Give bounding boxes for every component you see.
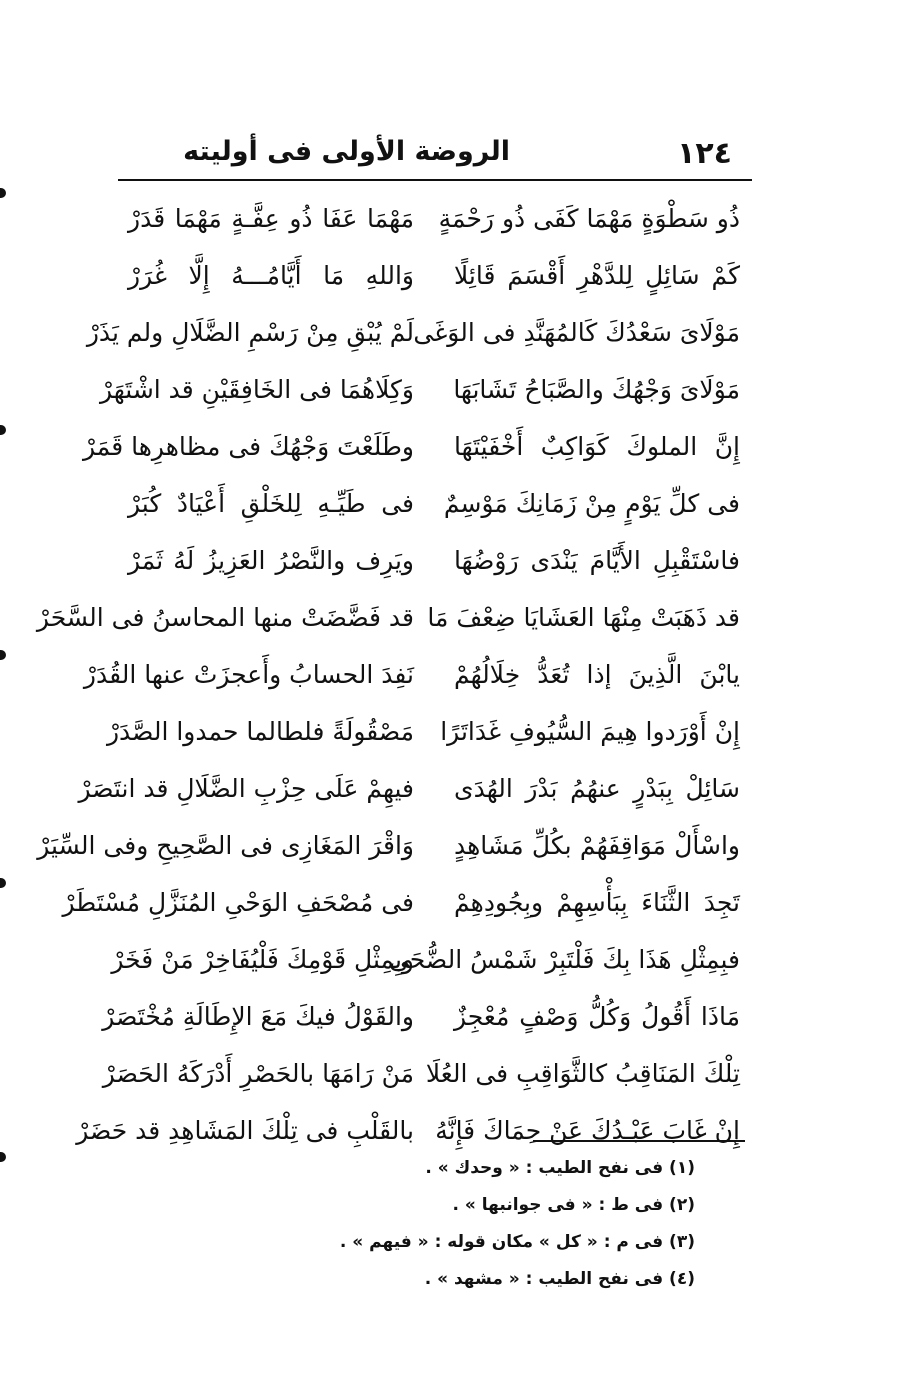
verse-second-hemistich: مَنْ رَامَهَا بالحَصْرِ أَدْرَكَهُ الحَصَرْ bbox=[102, 1059, 414, 1088]
verse-first-hemistich: إِنْ أَوْرَدوا هِيمَ السُّيُوفِ غَدَاتَرًا bbox=[440, 717, 740, 746]
footnotes bbox=[340, 1150, 695, 1298]
verse-second-hemistich: وَاقْرَ المَغَازِى فى الصَّحِيحِ وفى السِّيَرْ bbox=[37, 831, 414, 860]
page-header bbox=[135, 132, 750, 178]
verse-first-hemistich: ذُو سَطْوَةٍ مَهْمَا كَفَى ذُو رَحْمَةٍ bbox=[438, 204, 740, 233]
verse-first-hemistich: فى كلِّ يَوْمٍ مِنْ زَمَانِكَ مَوْسِمٌ bbox=[443, 489, 740, 518]
margin-mark bbox=[0, 188, 6, 198]
poem-body bbox=[36, 190, 740, 1159]
verse-second-hemistich: فى طَيِّـهِ لِلخَلْقِ أَعْيَادٌ كُبَرْ bbox=[128, 489, 414, 518]
footnote: (٢) فى ط : « فى جوانبها » . bbox=[452, 1195, 695, 1215]
verse-first-hemistich: سَائِلْ بِبَدْرٍ عنهُمُ بَدْرَ الهُدَى bbox=[454, 774, 740, 803]
footnote: (٤) فى نفح الطيب : « مشهد » . bbox=[424, 1269, 695, 1289]
verse-second-hemistich: فيهِمْ عَلَى حِزْبِ الضَّلَالِ قد انتَصَرْ bbox=[78, 774, 414, 803]
verse-row bbox=[110, 475, 740, 532]
verse-first-hemistich: مَوْلَاىَ سَعْدُكَ كَالمُهَنَّدِ فى الوَغَى bbox=[413, 318, 740, 347]
verse-first-hemistich: إِنَّ الملوكَ كَوَاكِبٌ أَخْفَيْتَهَا bbox=[454, 432, 740, 461]
footnote-rule bbox=[533, 1140, 745, 1142]
verse-first-hemistich: تَجِدَ الثَّنَاءَ بِبَأْسِهِمْ وبِجُودِهِمْ bbox=[454, 888, 740, 917]
margin-mark bbox=[0, 1152, 6, 1162]
verse-second-hemistich: وَكِلَاهُمَا فى الخَافِقَيْنِ قد اشْتَهَرْ bbox=[99, 375, 414, 404]
verse-first-hemistich: فاسْتَقْبِلِ الأَيَّامَ يَنْدَى رَوْضُهَا bbox=[454, 546, 740, 575]
verse-first-hemistich: إِنْ غَابَ عَبْـدُكَ عَنْ حِمَاكَ فَإِنَّهُ bbox=[435, 1116, 740, 1145]
verse-first-hemistich: مَوْلَاىَ وَجْهُكَ والصَّبَاحُ تَشَابَهَا bbox=[453, 375, 740, 404]
verse-row bbox=[36, 589, 740, 646]
verse-row bbox=[82, 418, 740, 475]
verse-second-hemistich: قد فَضَّضَتْ منها المحاسنُ فى السَّحَرْ bbox=[36, 603, 414, 632]
verse-row bbox=[110, 247, 740, 304]
verse-second-hemistich: وَاللهِ مَا أَيَّامُـــهُ إِلَّا غُرَرْ bbox=[128, 261, 414, 290]
verse-row bbox=[86, 304, 740, 361]
verse-row bbox=[99, 361, 740, 418]
margin-mark bbox=[0, 878, 6, 888]
verse-first-hemistich: تِلْكَ المَنَاقِبُ كالثَّوَاقِبِ فى العُلَا bbox=[425, 1059, 740, 1088]
page-number: ١٢٤ bbox=[677, 136, 732, 171]
verse-row bbox=[102, 988, 740, 1045]
verse-second-hemistich: ويَرِف والنَّصْرُ العَزِيزُ لَهُ ثَمَرْ bbox=[128, 546, 414, 575]
verse-row bbox=[83, 646, 740, 703]
header-rule bbox=[118, 179, 752, 181]
verse-row bbox=[110, 532, 740, 589]
verse-second-hemistich: نَفِدَ الحسابُ وأَعجزَتْ عنها القُدَرْ bbox=[83, 660, 414, 689]
verse-second-hemistich: مَهْمَا عَفَا ذُو عِفَّـةٍ مَهْمَا قَدَرْ bbox=[128, 204, 414, 233]
verse-row bbox=[37, 817, 740, 874]
verse-row bbox=[78, 760, 740, 817]
verse-second-hemistich: والقَوْلُ فيكَ مَعَ الإِطَالَةِ مُخْتَصَرْ bbox=[102, 1002, 414, 1031]
running-title: الروضة الأولى فى أوليته bbox=[183, 136, 510, 167]
verse-row bbox=[110, 931, 740, 988]
verse-first-hemistich: فبِمِثْلِ هَذَا بِكَ فَلْتَبِرْ شَمْسُ الضُّحَى bbox=[388, 945, 740, 974]
verse-first-hemistich: واسْأَلْ مَوَاقِفَهُمْ بكُلِّ مَشَاهِدٍ bbox=[454, 831, 740, 860]
verse-row bbox=[110, 190, 740, 247]
margin-mark bbox=[0, 650, 6, 660]
footnote: (٣) فى م : « كل » مكان قوله : « فيهم » . bbox=[339, 1232, 695, 1252]
verse-first-hemistich: يابْنَ الَّذِينَ إذا تُعَدُّ خِلَالُهُمْ bbox=[454, 660, 740, 689]
verse-first-hemistich: مَاذَا أَقُولُ وَكُلُّ وَصْفٍ مُعْجِزٌ bbox=[454, 1002, 740, 1031]
verse-row bbox=[102, 1045, 740, 1102]
verse-first-hemistich: قد ذَهَبَتْ مِنْهَا العَشَايَا ضِعْفَ مَا bbox=[427, 603, 740, 632]
verse-second-hemistich: فى مُصْحَفِ الوَحْىِ المُنَزَّلِ مُسْتَطَرْ bbox=[62, 888, 414, 917]
verse-second-hemistich: بالقَلْبِ فى تِلْكَ المَشَاهِدِ قد حَضَرْ bbox=[76, 1116, 414, 1145]
verse-second-hemistich: وطَلَعْتَ وَجْهُكَ فى مظاهرِها قَمَرْ bbox=[82, 432, 414, 461]
verse-row bbox=[106, 703, 740, 760]
verse-second-hemistich: لَمْ يُبْقِ مِنْ رَسْمِ الضَّلَالِ ولم يَذَرْ bbox=[86, 318, 414, 347]
verse-second-hemistich: وبِمِثْلِ قَوْمِكَ فَلْيُفَاخِرْ مَنْ فَخَرْ bbox=[111, 945, 414, 974]
verse-row bbox=[62, 874, 740, 931]
verse-first-hemistich: كَمْ سَائِلٍ لِلدَّهْرِ أَقْسَمَ قَائِلًا bbox=[454, 261, 740, 290]
verse-second-hemistich: مَصْقُولَةً فلطالما حمدوا الصَّدَرْ bbox=[106, 717, 414, 746]
footnote: (١) فى نفح الطيب : « وحدك » . bbox=[425, 1158, 695, 1178]
margin-mark bbox=[0, 425, 6, 435]
